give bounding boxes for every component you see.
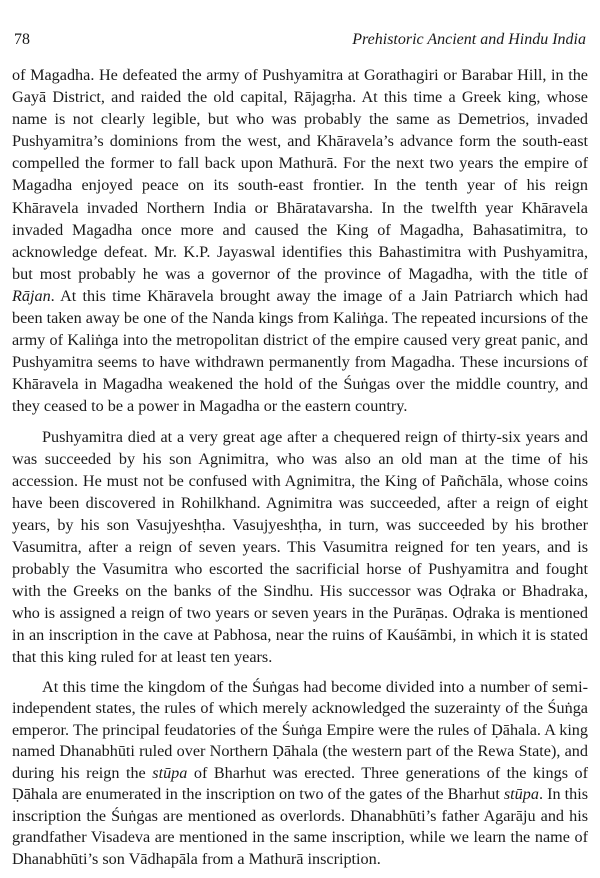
italic-term: stūpa — [152, 763, 188, 782]
paragraph-3 — [12, 677, 588, 871]
paragraph-1 — [12, 64, 588, 418]
body-text — [12, 64, 588, 870]
text-run: . In this inscription the Śuṅgas are mentioned as overlords. Dhanabhūti’s father Agarāju and his grandfather Visadeva are mentioned in the same inscription, while we learn the name of Dhanabhūti’s son Vādhapāla from a Mathurā inscription. — [12, 785, 588, 868]
text-run: At this time the kingdom of the Śuṅgas had become divided into a number of semi-independent states, the rules of which merely acknowledged the suzerainty of the Śuṅga emperor. The principal feudatories of the Śuṅga Empire were the rules of Ḍāhala. A king named Dhanabhūti ruled over Northern Ḍāhala (the western part of the Rewa State), and during his reign the — [12, 677, 588, 782]
italic-term: stūpa — [503, 785, 539, 804]
text-run: . At this time Khāravela brought away the image of a Jain Patriarch which had been taken away be one of the Nanda kings from Kaliṅga. The repeated incursions of the army of Kaliṅga into the metropolitan district of the empire caused very great panic, and Pushyamitra seems to have withdrawn permanently from Magadha. These incursions of Khāravela in Magadha weakened the hold of the Śuṅgas over the middle country, and they ceased to be a power in Magadha or the eastern country. — [12, 286, 588, 416]
text-run: Pushyamitra died at a very great age after a chequered reign of thirty-six years and was succeeded by his son Agnimitra, who was also an old man at the time of his accession. He must not be confused with Agnimitra, the King of Pañchāla, whose coins have been discovered in Rohilkhand. Agnimitra was succeeded, after a reign of eight years, by his son Vasujyeshṭha. Vasujyeshṭha, in turn, was succeeded by his brother Vasumitra, after a reign of seven years. This Vasumitra reigned for ten years, and is probably the Vasumitra who escorted the sacrificial horse of Pushyamitra and fought with the Greeks on the banks of the Sindhu. His successor was Oḍraka or Bhadraka, who is assigned a reign of two years or seven years in the Purāṇas. Oḍraka is mentioned in an inscription in the cave at Pabhosa, near the ruins of Kauśāmbi, in which it is stated that this king ruled for at least ten years. — [12, 427, 588, 667]
italic-term: Rājan — [12, 286, 51, 305]
book-page — [12, 0, 588, 878]
page-header — [12, 0, 588, 48]
text-run: of Magadha. He defeated the army of Pushyamitra at Gorathagiri or Barabar Hill, in the Gayā District, and raided the old capital, Rājagṛha. At this time a Greek king, whose name is not clearly legible, but who was probably the same as Demetrios, invaded Pushyamitra’s dominions from the west, and Khāravela’s advance form the south-east compelled the former to fall back upon Mathurā. For the next two years the empire of Magadha enjoyed peace on its south-east frontier. In the tenth year of his reign Khāravela invaded Northern India or Bhāratavarsha. In the twelfth year Khāravela invaded Magadha once more and caused the King of Magadha, Bahasatimitra, to acknowledge defeat. Mr. K.P. Jayaswal identifies this Bahastimitra with Pushyamitra, but most probably he was a governor of the province of Magadha, with the title of — [12, 66, 588, 283]
text-run: of Bharhut was erected. Three generations of the kings of Ḍāhala are enumerated in the inscription on two of the gates of the Bharhut — [12, 763, 588, 804]
paragraph-2 — [12, 426, 588, 669]
running-head: Prehistoric Ancient and Hindu India — [352, 31, 586, 48]
page-number: 78 — [14, 31, 30, 48]
